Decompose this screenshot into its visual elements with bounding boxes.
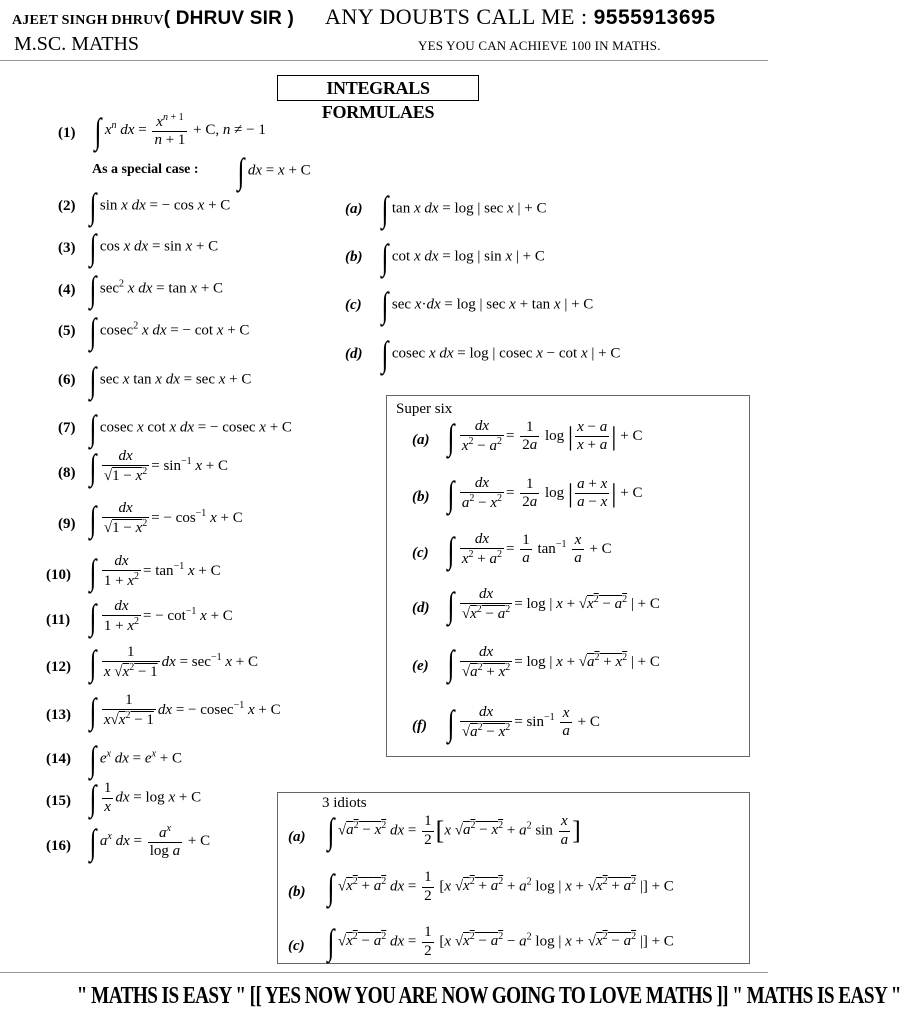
formula-number: (2): [58, 198, 76, 214]
degree: M.SC. MATHS: [14, 33, 140, 55]
formula-16: ∫ $a^x$ dx = $\frac{a^x}{\text{log a}}$ + C: [89, 821, 211, 862]
header-divider: [0, 60, 768, 61]
formula-number: (13): [46, 707, 71, 723]
formula-number: (9): [58, 516, 76, 532]
formula-letter: (b): [345, 249, 363, 265]
formula-number: (4): [58, 282, 76, 298]
super-six-f: ∫ $\frac{dx}{√a^2 - x^2}$ = $\sin^{-1}$ $\frac{x}{a}$ + C: [447, 702, 600, 743]
formula-number: (16): [46, 838, 71, 854]
formula-number: (11): [46, 612, 71, 628]
call-label: ANY DOUBTS CALL ME :: [325, 4, 588, 29]
formula-11: ∫ $\frac{dx}{1 + x^2}$ = − $\cot^{-1} x + C$: [89, 596, 233, 637]
formula-number: (3): [58, 240, 76, 256]
formula-cosec: ∫ cosec x dx = log | cosec x − cot x | + C: [381, 334, 621, 374]
formula-number: (1): [58, 125, 76, 141]
footer-divider: [0, 972, 768, 973]
formula-4: ∫ $\sec^2 x$ dx = tan x + C: [89, 269, 224, 309]
special-case-label: As a special case :: [92, 162, 199, 177]
super-six-d: ∫ $\frac{dx}{√x^2 - a^2}$ = log | $x + √x^2 - a^2$ | + C: [447, 584, 660, 625]
formula-5: ∫ cosec$^2$ x dx = − cot x + C: [89, 311, 250, 351]
formula-10: ∫ $\frac{dx}{1 + x^2}$ = $\tan^{-1} x + C$: [89, 551, 221, 592]
phone-number: 9555913695: [593, 6, 716, 29]
formula-number: (5): [58, 323, 76, 339]
formula-tan: ∫ tan x dx = log | sec x | + C: [381, 189, 547, 229]
tagline: YES YOU CAN ACHIEVE 100 IN MATHS.: [418, 38, 661, 53]
super-six-a: ∫ $\frac{dx}{x^2 - a^2}$ = $\frac{1}{2a}$ log | $\frac{x - a}{x + a}$ | + C: [447, 416, 643, 457]
formula-letter: (a): [412, 432, 430, 448]
formula-15: ∫ $\frac{1}{x}$ dx = log x + C: [89, 778, 202, 818]
formula-letter: (a): [288, 829, 306, 845]
formula-9: ∫ $\frac{dx}{√1 - x^2}$ = − $\cos^{-1} x + C$: [89, 498, 243, 539]
formula-6: ∫ sec x tan x dx = sec x + C: [89, 360, 252, 400]
formula-8: ∫ $\frac{dx}{√1 - x^2}$ = $\sin^{-1} x + C$: [89, 446, 228, 487]
page-title: INTEGRALS FORMULAES: [277, 75, 479, 101]
footer-slogan: " MATHS IS EASY " [[ YES NOW YOU ARE NOW GOING TO LOVE MATHS ]] " MATHS IS EASY ": [76, 983, 901, 1009]
formula-number: (10): [46, 567, 71, 583]
formula-letter: (b): [412, 489, 430, 505]
formula-number: (6): [58, 372, 76, 388]
formula-letter: (d): [412, 600, 430, 616]
formula-number: (7): [58, 420, 76, 436]
formula-7: ∫ cosec x cot x dx = − cosec x + C: [89, 408, 292, 448]
contact-line: [325, 4, 715, 30]
author-alias: ( DHRUV SIR ): [163, 8, 295, 29]
three-idiots-b: ∫ $√x^2 + a^2$ dx = $\frac{1}{2}$ [x $√x^2 + a^2 + a^2$ log | $x + √x^2 + a^2$ |] + C: [327, 867, 674, 907]
formula-cot: ∫ cot x dx = log | sin x | + C: [381, 237, 545, 277]
formula-number: (15): [46, 793, 71, 809]
formula-12: ∫ $\frac{1}{x √x^2 - 1}$ dx = $\sec^{-1} x + C$: [89, 642, 258, 683]
formula-letter: (d): [345, 346, 363, 362]
super-six-title: Super six: [396, 401, 453, 417]
author-name: [12, 8, 294, 30]
formula-special-case: ∫ dx = x + C: [237, 151, 311, 191]
formula-letter: (c): [412, 545, 429, 561]
formula-letter: (c): [288, 938, 305, 954]
author-name-text: AJEET SINGH DHRUV: [12, 13, 164, 28]
formula-1: ∫ $x^n$ dx = $\frac{x^{n + 1}}{n + 1}$ + C, n ≠ − 1: [94, 110, 266, 151]
three-idiots-a: ∫ $√a^2 - x^2$ dx = $\frac{1}{2}$ [x $√a^2 - x^2 + a^2$ sin $\frac{x}{a}$ ]: [327, 811, 581, 851]
formula-3: ∫ cos x dx = sin x + C: [89, 227, 219, 267]
super-six-c: ∫ $\frac{dx}{x^2 + a^2}$ = $\frac{1}{a}$ $\tan^{-1}$ $\frac{x}{a}$ + C: [447, 529, 612, 570]
formula-13: ∫ $\frac{1}{x√x^2 - 1}$ dx = − cosec$^{-1}$ x + C: [89, 690, 281, 731]
three-idiots-title: 3 idiots: [322, 795, 367, 811]
formula-letter: (e): [412, 658, 429, 674]
three-idiots-c: ∫ $√x^2 - a^2$ dx = $\frac{1}{2}$ [x $√x^2 - a^2 - a^2$ log | $x + √x^2 - a^2$ |] + C: [327, 922, 674, 962]
formula-2: ∫ sin x dx = − cos x + C: [89, 186, 231, 226]
formula-number: (14): [46, 751, 71, 767]
formula-letter: (c): [345, 297, 362, 313]
formula-letter: (b): [288, 884, 306, 900]
formula-letter: (f): [412, 718, 427, 734]
formula-14: ∫ $e^x$ dx = $e^x + C$: [89, 739, 182, 779]
super-six-b: ∫ $\frac{dx}{a^2 - x^2}$ = $\frac{1}{2a}$ log | $\frac{a + x}{a - x}$ | + C: [447, 473, 643, 514]
super-six-e: ∫ $\frac{dx}{√a^2 + x^2}$ = log | $x + √a^2 + x^2$ | + C: [447, 642, 660, 683]
formula-number: (8): [58, 465, 76, 481]
formula-number: (12): [46, 659, 71, 675]
formula-sec: ∫ sec x·dx = log | sec x + tan x | + C: [381, 285, 594, 325]
formula-letter: (a): [345, 201, 363, 217]
